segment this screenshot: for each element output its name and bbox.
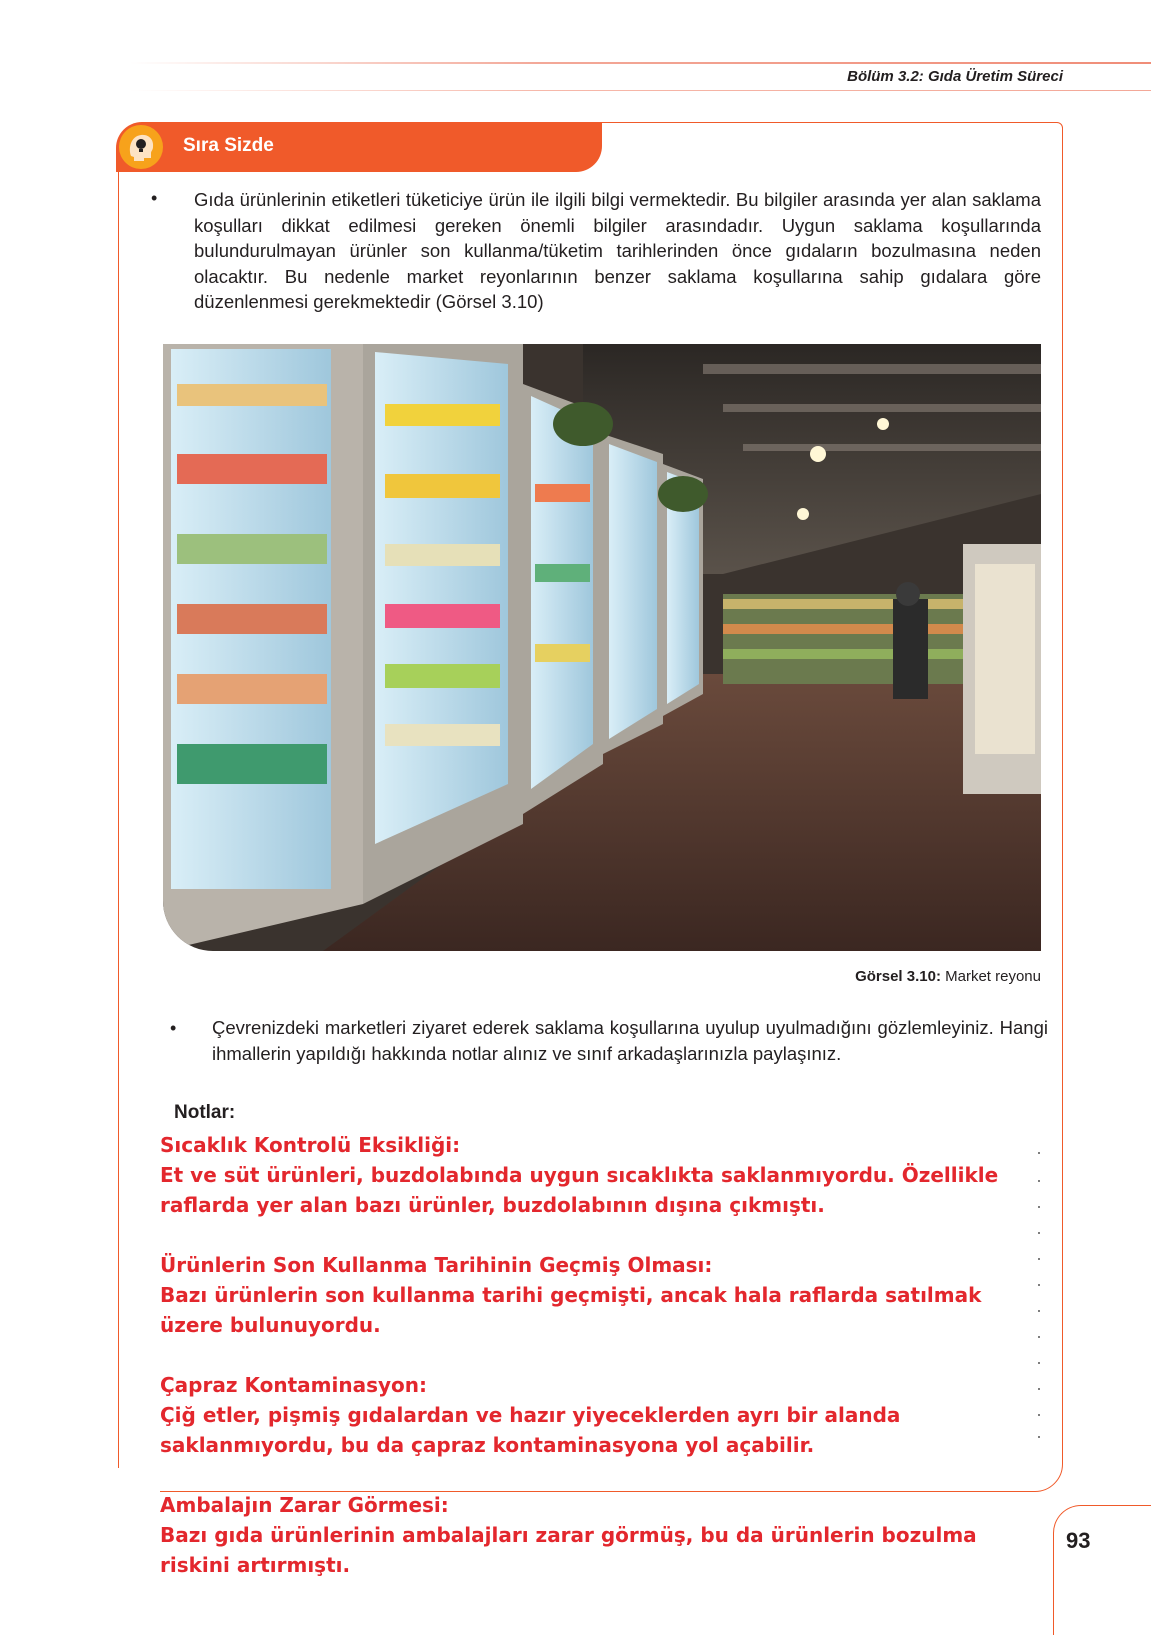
- head-lightbulb-icon: [118, 124, 164, 170]
- note-item: [160, 1130, 1050, 1220]
- activity-title: Sıra Sizde: [183, 135, 274, 156]
- header-rule-secondary: [130, 90, 1151, 91]
- note-item: [160, 1250, 1050, 1340]
- chapter-title: Bölüm 3.2: Gıda Üretim Süreci: [847, 68, 1063, 85]
- market-aisle-photo: [163, 344, 1041, 951]
- note-body: Çiğ etler, pişmiş gıdalardan ve hazır yiyeceklerden ayrı bir alanda saklanmıyordu, bu da çapraz kontaminasyona yol açabilir.: [160, 1403, 901, 1457]
- note-item: [160, 1370, 1050, 1460]
- notes-label: Notlar:: [174, 1102, 236, 1123]
- intro-paragraph: Gıda ürünlerinin etiketleri tüketiciye ürün ile ilgili bilgi vermektedir. Bu bilgiler arasında yer alan saklama koşulları dikkat edilmesi gereken önemli bilgiler arasındadır. Uygun saklama koşullarında bulundurulmayan ürünler son kullanma/tüketim tarihlerinden önce gıdaların bozulmasına neden olacaktır. Bu nedenle market reyonlarının benzer saklama koşullarına sahip gıdalara göre düzenlenmesi gerekmektedir (Görsel 3.10): [194, 189, 1041, 312]
- dotted-writing-line-marks: [1038, 1140, 1046, 1440]
- frame-gap: [100, 1468, 160, 1508]
- figure-caption-label: Görsel 3.10:: [855, 968, 941, 985]
- note-heading: Sıcaklık Kontrolü Eksikliği:: [160, 1133, 461, 1157]
- note-body: Et ve süt ürünleri, buzdolabında uygun sıcaklıkta saklanmıyordu. Özellikle raflarda yer alan bazı ürünler, buzdolabının dışına çıkmıştı.: [160, 1163, 999, 1217]
- bullet-1: •: [151, 188, 158, 208]
- figure-caption: [855, 968, 1041, 985]
- note-body: Bazı ürünlerin son kullanma tarihi geçmişti, ancak hala raflarda satılmak üzere bulunuyordu.: [160, 1283, 982, 1337]
- page-number-frame: [1053, 1505, 1151, 1635]
- note-body: Bazı gıda ürünlerinin ambalajları zarar görmüş, bu da ürünlerin bozulma riskini artırmıştı.: [160, 1523, 977, 1577]
- note-heading: Ambalajın Zarar Görmesi:: [160, 1493, 449, 1517]
- header-rule: [130, 62, 1151, 64]
- note-item: [160, 1490, 1050, 1580]
- task-paragraph: Çevrenizdeki marketleri ziyaret ederek saklama koşullarına uyulup uyulmadığını gözlemleyiniz. Hangi ihmallerin yapıldığı hakkında notlar alınız ve sınıf arkadaşlarınızla paylaşınız.: [212, 1017, 1048, 1064]
- figure-caption-text: Market reyonu: [940, 968, 1041, 985]
- page-number: 93: [1066, 1528, 1091, 1553]
- note-heading: Ürünlerin Son Kullanma Tarihinin Geçmiş Olması:: [160, 1253, 713, 1277]
- bullet-2: •: [170, 1018, 177, 1038]
- notes-answer: [160, 1130, 1050, 1580]
- note-heading: Çapraz Kontaminasyon:: [160, 1373, 427, 1397]
